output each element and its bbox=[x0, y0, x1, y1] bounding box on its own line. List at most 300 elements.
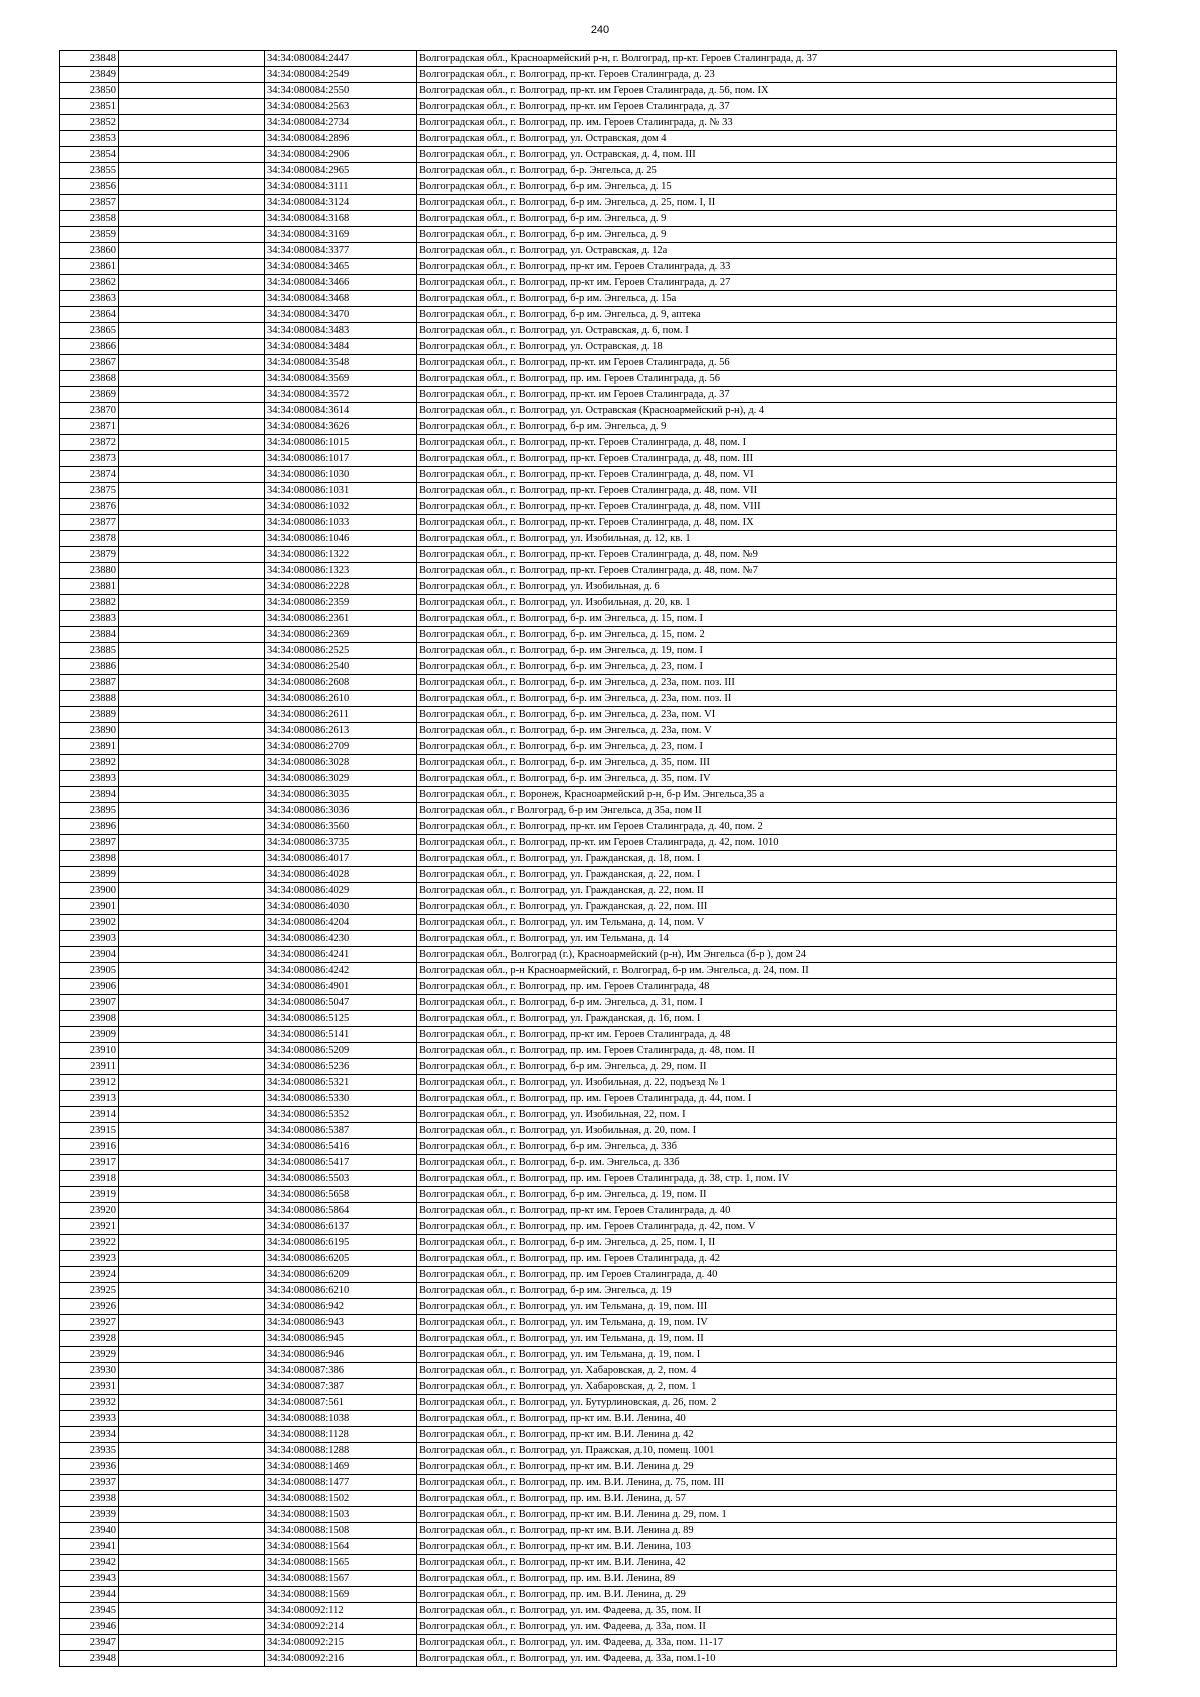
cadastral-number-cell: 34:34:080084:2906 bbox=[265, 147, 417, 163]
address-cell: Волгоградская обл., г. Волгоград, б-р им. Энгельса, д. 19, пом. II bbox=[417, 1187, 1117, 1203]
table-row bbox=[60, 1475, 1117, 1491]
row-number-cell: 23857 bbox=[60, 195, 119, 211]
empty-cell bbox=[119, 1219, 265, 1235]
table-row bbox=[60, 339, 1117, 355]
address-cell: Волгоградская обл., г. Волгоград, пр. им. Героев Сталинграда, 48 bbox=[417, 979, 1117, 995]
row-number-cell: 23876 bbox=[60, 499, 119, 515]
cadastral-number-cell: 34:34:080084:2965 bbox=[265, 163, 417, 179]
address-cell: Волгоградская обл., г. Волгоград, пр. им. Героев Сталинграда, д. 38, стр. 1, пом. IV bbox=[417, 1171, 1117, 1187]
cadastral-number-cell: 34:34:080086:2228 bbox=[265, 579, 417, 595]
row-number-cell: 23901 bbox=[60, 899, 119, 915]
table-row bbox=[60, 1363, 1117, 1379]
row-number-cell: 23878 bbox=[60, 531, 119, 547]
empty-cell bbox=[119, 851, 265, 867]
cadastral-number-cell: 34:34:080084:2896 bbox=[265, 131, 417, 147]
address-cell: Волгоградская обл., г. Волгоград, пр. им. В.И. Ленина, д. 29 bbox=[417, 1587, 1117, 1603]
empty-cell bbox=[119, 1491, 265, 1507]
cadastral-number-cell: 34:34:080084:2447 bbox=[265, 51, 417, 67]
table-row bbox=[60, 259, 1117, 275]
table-row bbox=[60, 1075, 1117, 1091]
empty-cell bbox=[119, 259, 265, 275]
cadastral-number-cell: 34:34:080086:2709 bbox=[265, 739, 417, 755]
address-cell: Волгоградская обл., г. Волгоград, пр-кт. Героев Сталинграда, д. 48, пом. III bbox=[417, 451, 1117, 467]
address-cell: Волгоградская обл., г. Волгоград, ул. им Тельмана, д. 19, пом. II bbox=[417, 1331, 1117, 1347]
row-number-cell: 23906 bbox=[60, 979, 119, 995]
address-cell: Волгоградская обл., р-н Красноармейский, г. Волгоград, б-р им. Энгельса, д. 24, пом. II bbox=[417, 963, 1117, 979]
table-row bbox=[60, 787, 1117, 803]
address-cell: Волгоградская обл., г. Волгоград, пр-кт. им Героев Сталинграда, д. 40, пом. 2 bbox=[417, 819, 1117, 835]
row-number-cell: 23873 bbox=[60, 451, 119, 467]
empty-cell bbox=[119, 1555, 265, 1571]
address-cell: Волгоградская обл., г. Волгоград, ул. им Тельмана, д. 14, пом. V bbox=[417, 915, 1117, 931]
cadastral-number-cell: 34:34:080086:1030 bbox=[265, 467, 417, 483]
cadastral-number-cell: 34:34:080086:5236 bbox=[265, 1059, 417, 1075]
row-number-cell: 23888 bbox=[60, 691, 119, 707]
cadastral-number-cell: 34:34:080086:5141 bbox=[265, 1027, 417, 1043]
cadastral-number-cell: 34:34:080086:5330 bbox=[265, 1091, 417, 1107]
address-cell: Волгоградская обл., г. Волгоград, ул. им Тельмана, д. 19, пом. III bbox=[417, 1299, 1117, 1315]
empty-cell bbox=[119, 1379, 265, 1395]
table-row bbox=[60, 563, 1117, 579]
cadastral-number-cell: 34:34:080084:3465 bbox=[265, 259, 417, 275]
table-row bbox=[60, 1331, 1117, 1347]
cadastral-number-cell: 34:34:080086:2525 bbox=[265, 643, 417, 659]
table-row bbox=[60, 275, 1117, 291]
address-cell: Волгоградская обл., г. Волгоград, ул. Гражданская, д. 16, пом. I bbox=[417, 1011, 1117, 1027]
empty-cell bbox=[119, 67, 265, 83]
empty-cell bbox=[119, 99, 265, 115]
table-row bbox=[60, 1427, 1117, 1443]
empty-cell bbox=[119, 483, 265, 499]
address-cell: Волгоградская обл., г. Волгоград, пр-кт. им Героев Сталинграда, д. 56, пом. IX bbox=[417, 83, 1117, 99]
cadastral-number-cell: 34:34:080088:1503 bbox=[265, 1507, 417, 1523]
row-number-cell: 23899 bbox=[60, 867, 119, 883]
empty-cell bbox=[119, 947, 265, 963]
empty-cell bbox=[119, 723, 265, 739]
empty-cell bbox=[119, 1043, 265, 1059]
table-row bbox=[60, 931, 1117, 947]
table-row bbox=[60, 1411, 1117, 1427]
empty-cell bbox=[119, 275, 265, 291]
row-number-cell: 23855 bbox=[60, 163, 119, 179]
row-number-cell: 23882 bbox=[60, 595, 119, 611]
address-cell: Волгоградская обл., г. Волгоград, пр-кт им. В.И. Ленина, 40 bbox=[417, 1411, 1117, 1427]
empty-cell bbox=[119, 131, 265, 147]
table-row bbox=[60, 867, 1117, 883]
row-number-cell: 23941 bbox=[60, 1539, 119, 1555]
cadastral-number-cell: 34:34:080086:943 bbox=[265, 1315, 417, 1331]
cadastral-number-cell: 34:34:080088:1565 bbox=[265, 1555, 417, 1571]
row-number-cell: 23854 bbox=[60, 147, 119, 163]
empty-cell bbox=[119, 403, 265, 419]
row-number-cell: 23894 bbox=[60, 787, 119, 803]
address-cell: Волгоградская обл., г. Волгоград, ул. Гражданская, д. 22, пом. I bbox=[417, 867, 1117, 883]
row-number-cell: 23849 bbox=[60, 67, 119, 83]
cadastral-number-cell: 34:34:080086:3029 bbox=[265, 771, 417, 787]
address-cell: Волгоградская обл., г. Волгоград, пр-кт им. В.И. Ленина д. 29, пом. 1 bbox=[417, 1507, 1117, 1523]
table-row bbox=[60, 883, 1117, 899]
row-number-cell: 23924 bbox=[60, 1267, 119, 1283]
empty-cell bbox=[119, 339, 265, 355]
table-row bbox=[60, 419, 1117, 435]
table-row bbox=[60, 1459, 1117, 1475]
empty-cell bbox=[119, 195, 265, 211]
empty-cell bbox=[119, 1475, 265, 1491]
row-number-cell: 23946 bbox=[60, 1619, 119, 1635]
empty-cell bbox=[119, 1651, 265, 1667]
empty-cell bbox=[119, 1059, 265, 1075]
table-row bbox=[60, 611, 1117, 627]
cadastral-number-cell: 34:34:080084:2734 bbox=[265, 115, 417, 131]
address-cell: Волгоградская обл., г. Волгоград, б-р им. Энгельса, д. 15 bbox=[417, 179, 1117, 195]
empty-cell bbox=[119, 451, 265, 467]
row-number-cell: 23884 bbox=[60, 627, 119, 643]
cadastral-number-cell: 34:34:080088:1569 bbox=[265, 1587, 417, 1603]
address-cell: Волгоградская обл., г. Волгоград, ул. Изобильная, д. 20, кв. 1 bbox=[417, 595, 1117, 611]
address-cell: Волгоградская обл., г. Волгоград, пр. им. Героев Сталинграда, д. 42 bbox=[417, 1251, 1117, 1267]
address-cell: Волгоградская обл., г. Волгоград, б-р им. Энгельса, д. 29, пом. II bbox=[417, 1059, 1117, 1075]
cadastral-number-cell: 34:34:080086:2361 bbox=[265, 611, 417, 627]
cadastral-number-cell: 34:34:080084:3483 bbox=[265, 323, 417, 339]
address-cell: Волгоградская обл., г. Волгоград, б-р. им Энгельса, д. 23а, пом. V bbox=[417, 723, 1117, 739]
empty-cell bbox=[119, 547, 265, 563]
row-number-cell: 23870 bbox=[60, 403, 119, 419]
address-cell: Волгоградская обл., г. Волгоград, пр-кт. им Героев Сталинграда, д. 42, пом. 1010 bbox=[417, 835, 1117, 851]
empty-cell bbox=[119, 467, 265, 483]
address-cell: Волгоградская обл., г. Волгоград, ул. Остравская, д. 4, пом. III bbox=[417, 147, 1117, 163]
cadastral-number-cell: 34:34:080092:214 bbox=[265, 1619, 417, 1635]
table-row bbox=[60, 1027, 1117, 1043]
cadastral-number-cell: 34:34:080086:1017 bbox=[265, 451, 417, 467]
table-row bbox=[60, 227, 1117, 243]
empty-cell bbox=[119, 1539, 265, 1555]
address-cell: Волгоградская обл., г. Волгоград, ул. им. Фадеева, д. 35, пом. II bbox=[417, 1603, 1117, 1619]
empty-cell bbox=[119, 755, 265, 771]
table-row bbox=[60, 851, 1117, 867]
cadastral-number-cell: 34:34:080084:3572 bbox=[265, 387, 417, 403]
table-row bbox=[60, 627, 1117, 643]
empty-cell bbox=[119, 595, 265, 611]
cadastral-number-cell: 34:34:080086:2369 bbox=[265, 627, 417, 643]
row-number-cell: 23903 bbox=[60, 931, 119, 947]
row-number-cell: 23937 bbox=[60, 1475, 119, 1491]
empty-cell bbox=[119, 1395, 265, 1411]
empty-cell bbox=[119, 1299, 265, 1315]
address-cell: Волгоградская обл., г. Волгоград, пр. им. Героев Сталинграда, д. 56 bbox=[417, 371, 1117, 387]
table-row bbox=[60, 723, 1117, 739]
row-number-cell: 23866 bbox=[60, 339, 119, 355]
table-row bbox=[60, 1507, 1117, 1523]
empty-cell bbox=[119, 51, 265, 67]
table-row bbox=[60, 531, 1117, 547]
cadastral-number-cell: 34:34:080086:4030 bbox=[265, 899, 417, 915]
registry-body bbox=[60, 51, 1117, 1667]
row-number-cell: 23886 bbox=[60, 659, 119, 675]
table-row bbox=[60, 1555, 1117, 1571]
cadastral-number-cell: 34:34:080084:3484 bbox=[265, 339, 417, 355]
empty-cell bbox=[119, 1187, 265, 1203]
row-number-cell: 23911 bbox=[60, 1059, 119, 1075]
cadastral-number-cell: 34:34:080086:5658 bbox=[265, 1187, 417, 1203]
cadastral-number-cell: 34:34:080086:4901 bbox=[265, 979, 417, 995]
table-row bbox=[60, 579, 1117, 595]
empty-cell bbox=[119, 659, 265, 675]
table-row bbox=[60, 1299, 1117, 1315]
empty-cell bbox=[119, 627, 265, 643]
empty-cell bbox=[119, 1635, 265, 1651]
cadastral-number-cell: 34:34:080086:4241 bbox=[265, 947, 417, 963]
address-cell: Волгоградская обл., г. Волгоград, пр-кт. Героев Сталинграда, д. 23 bbox=[417, 67, 1117, 83]
address-cell: Волгоградская обл., г. Волгоград, ул. им. Фадеева, д. 33а, пом. II bbox=[417, 1619, 1117, 1635]
address-cell: Волгоградская обл., г. Волгоград, ул. Остравская, д. 12а bbox=[417, 243, 1117, 259]
address-cell: Волгоградская обл., Красноармейский р-н, г. Волгоград, пр-кт. Героев Сталинграда, д. 37 bbox=[417, 51, 1117, 67]
row-number-cell: 23896 bbox=[60, 819, 119, 835]
row-number-cell: 23915 bbox=[60, 1123, 119, 1139]
cadastral-number-cell: 34:34:080086:6205 bbox=[265, 1251, 417, 1267]
row-number-cell: 23907 bbox=[60, 995, 119, 1011]
cadastral-number-cell: 34:34:080086:3735 bbox=[265, 835, 417, 851]
address-cell: Волгоградская обл., г. Волгоград, б-р им. Энгельса, д. 9 bbox=[417, 227, 1117, 243]
cadastral-number-cell: 34:34:080084:2550 bbox=[265, 83, 417, 99]
empty-cell bbox=[119, 771, 265, 787]
empty-cell bbox=[119, 1155, 265, 1171]
row-number-cell: 23890 bbox=[60, 723, 119, 739]
table-row bbox=[60, 1443, 1117, 1459]
table-row bbox=[60, 755, 1117, 771]
empty-cell bbox=[119, 83, 265, 99]
empty-cell bbox=[119, 739, 265, 755]
table-row bbox=[60, 739, 1117, 755]
empty-cell bbox=[119, 163, 265, 179]
table-row bbox=[60, 1619, 1117, 1635]
row-number-cell: 23910 bbox=[60, 1043, 119, 1059]
address-cell: Волгоградская обл., г. Волгоград, пр-кт им. Героев Сталинграда, д. 40 bbox=[417, 1203, 1117, 1219]
address-cell: Волгоградская обл., г. Волгоград, б-р им. Энгельса, д. 31, пом. I bbox=[417, 995, 1117, 1011]
table-row bbox=[60, 291, 1117, 307]
row-number-cell: 23914 bbox=[60, 1107, 119, 1123]
empty-cell bbox=[119, 1107, 265, 1123]
address-cell: Волгоградская обл., г. Волгоград, пр-кт. Героев Сталинграда, д. 48, пом. VII bbox=[417, 483, 1117, 499]
cadastral-number-cell: 34:34:080088:1288 bbox=[265, 1443, 417, 1459]
row-number-cell: 23860 bbox=[60, 243, 119, 259]
address-cell: Волгоградская обл., г. Волгоград, пр-кт. им Героев Сталинграда, д. 37 bbox=[417, 387, 1117, 403]
row-number-cell: 23913 bbox=[60, 1091, 119, 1107]
address-cell: Волгоградская обл., г Волгоград, б-р им Энгельса, д 35а, пом II bbox=[417, 803, 1117, 819]
table-row bbox=[60, 1187, 1117, 1203]
empty-cell bbox=[119, 323, 265, 339]
table-row bbox=[60, 163, 1117, 179]
table-row bbox=[60, 451, 1117, 467]
table-row bbox=[60, 1123, 1117, 1139]
address-cell: Волгоградская обл., г. Волгоград, ул. Гражданская, д. 22, пом. III bbox=[417, 899, 1117, 915]
empty-cell bbox=[119, 915, 265, 931]
table-row bbox=[60, 435, 1117, 451]
row-number-cell: 23916 bbox=[60, 1139, 119, 1155]
address-cell: Волгоградская обл., г. Волгоград, пр-кт им. В.И. Ленина д. 42 bbox=[417, 1427, 1117, 1443]
address-cell: Волгоградская обл., г. Волгоград, ул. Остравская, дом 4 bbox=[417, 131, 1117, 147]
cadastral-number-cell: 34:34:080084:2549 bbox=[265, 67, 417, 83]
empty-cell bbox=[119, 1123, 265, 1139]
cadastral-number-cell: 34:34:080088:1038 bbox=[265, 1411, 417, 1427]
table-row bbox=[60, 211, 1117, 227]
table-row bbox=[60, 467, 1117, 483]
address-cell: Волгоградская обл., г. Волгоград, б-р им. Энгельса, д. 25, пом. I, II bbox=[417, 195, 1117, 211]
address-cell: Волгоградская обл., г. Волгоград, ул. Гражданская, д. 22, пом. II bbox=[417, 883, 1117, 899]
row-number-cell: 23892 bbox=[60, 755, 119, 771]
table-row bbox=[60, 1219, 1117, 1235]
address-cell: Волгоградская обл., г. Волгоград, б-р. Энгельса, д. 25 bbox=[417, 163, 1117, 179]
cadastral-number-cell: 34:34:080084:3111 bbox=[265, 179, 417, 195]
row-number-cell: 23880 bbox=[60, 563, 119, 579]
table-row bbox=[60, 1651, 1117, 1667]
table-row bbox=[60, 1091, 1117, 1107]
address-cell: Волгоградская обл., г. Волгоград, пр-кт им. В.И. Ленина д. 29 bbox=[417, 1459, 1117, 1475]
cadastral-number-cell: 34:34:080084:3626 bbox=[265, 419, 417, 435]
row-number-cell: 23877 bbox=[60, 515, 119, 531]
empty-cell bbox=[119, 1235, 265, 1251]
cadastral-number-cell: 34:34:080086:2359 bbox=[265, 595, 417, 611]
cadastral-number-cell: 34:34:080086:1323 bbox=[265, 563, 417, 579]
row-number-cell: 23948 bbox=[60, 1651, 119, 1667]
table-row bbox=[60, 1171, 1117, 1187]
table-row bbox=[60, 915, 1117, 931]
cadastral-number-cell: 34:34:080086:942 bbox=[265, 1299, 417, 1315]
table-row bbox=[60, 643, 1117, 659]
table-row bbox=[60, 83, 1117, 99]
cadastral-number-cell: 34:34:080087:386 bbox=[265, 1363, 417, 1379]
address-cell: Волгоградская обл., г. Волгоград, б-р. им. Энгельса, д. 33б bbox=[417, 1155, 1117, 1171]
empty-cell bbox=[119, 899, 265, 915]
row-number-cell: 23863 bbox=[60, 291, 119, 307]
empty-cell bbox=[119, 963, 265, 979]
row-number-cell: 23939 bbox=[60, 1507, 119, 1523]
address-cell: Волгоградская обл., г. Волгоград, ул. им Тельмана, д. 14 bbox=[417, 931, 1117, 947]
address-cell: Волгоградская обл., г. Волгоград, б-р. им Энгельса, д. 23а, пом. поз. II bbox=[417, 691, 1117, 707]
property-registry-table bbox=[59, 50, 1117, 1667]
address-cell: Волгоградская обл., г. Волгоград, пр. им. В.И. Ленина, д. 75, пом. III bbox=[417, 1475, 1117, 1491]
table-row bbox=[60, 1571, 1117, 1587]
address-cell: Волгоградская обл., г. Волгоград, ул. Изобильная, д. 20, пом. I bbox=[417, 1123, 1117, 1139]
table-row bbox=[60, 835, 1117, 851]
empty-cell bbox=[119, 531, 265, 547]
row-number-cell: 23861 bbox=[60, 259, 119, 275]
cadastral-number-cell: 34:34:080086:2540 bbox=[265, 659, 417, 675]
table-row bbox=[60, 707, 1117, 723]
row-number-cell: 23933 bbox=[60, 1411, 119, 1427]
address-cell: Волгоградская обл., г. Волгоград, пр-кт им. В.И. Ленина, 103 bbox=[417, 1539, 1117, 1555]
cadastral-number-cell: 34:34:080086:4017 bbox=[265, 851, 417, 867]
address-cell: Волгоградская обл., г. Волгоград, б-р. им Энгельса, д. 23а, пом. VI bbox=[417, 707, 1117, 723]
row-number-cell: 23889 bbox=[60, 707, 119, 723]
address-cell: Волгоградская обл., г. Волгоград, ул. Хабаровская, д. 2, пом. 1 bbox=[417, 1379, 1117, 1395]
empty-cell bbox=[119, 1267, 265, 1283]
cadastral-number-cell: 34:34:080086:5417 bbox=[265, 1155, 417, 1171]
cadastral-number-cell: 34:34:080084:3168 bbox=[265, 211, 417, 227]
empty-cell bbox=[119, 675, 265, 691]
empty-cell bbox=[119, 243, 265, 259]
row-number-cell: 23912 bbox=[60, 1075, 119, 1091]
row-number-cell: 23875 bbox=[60, 483, 119, 499]
table-row bbox=[60, 307, 1117, 323]
cadastral-number-cell: 34:34:080084:3548 bbox=[265, 355, 417, 371]
row-number-cell: 23885 bbox=[60, 643, 119, 659]
address-cell: Волгоградская обл., г. Волгоград, пр-кт. им Героев Сталинграда, д. 37 bbox=[417, 99, 1117, 115]
row-number-cell: 23917 bbox=[60, 1155, 119, 1171]
cadastral-number-cell: 34:34:080092:215 bbox=[265, 1635, 417, 1651]
row-number-cell: 23869 bbox=[60, 387, 119, 403]
empty-cell bbox=[119, 435, 265, 451]
table-row bbox=[60, 947, 1117, 963]
table-row bbox=[60, 899, 1117, 915]
address-cell: Волгоградская обл., г. Волгоград, б-р. им Энгельса, д. 15, пом. I bbox=[417, 611, 1117, 627]
cadastral-number-cell: 34:34:080086:5047 bbox=[265, 995, 417, 1011]
address-cell: Волгоградская обл., г. Волгоград, ул. Пражская, д.10, помещ. 1001 bbox=[417, 1443, 1117, 1459]
address-cell: Волгоградская обл., г. Воронеж, Красноармейский р-н, б-р Им. Энгельса,35 а bbox=[417, 787, 1117, 803]
cadastral-number-cell: 34:34:080086:5209 bbox=[265, 1043, 417, 1059]
table-row bbox=[60, 115, 1117, 131]
table-row bbox=[60, 1283, 1117, 1299]
table-row bbox=[60, 1107, 1117, 1123]
address-cell: Волгоградская обл., г. Волгоград, ул. Остравская, д. 18 bbox=[417, 339, 1117, 355]
empty-cell bbox=[119, 115, 265, 131]
address-cell: Волгоградская обл., г. Волгоград, б-р им. Энгельса, д. 15а bbox=[417, 291, 1117, 307]
empty-cell bbox=[119, 1315, 265, 1331]
table-row bbox=[60, 355, 1117, 371]
address-cell: Волгоградская обл., г. Волгоград, б-р. им Энгельса, д. 23а, пом. поз. III bbox=[417, 675, 1117, 691]
empty-cell bbox=[119, 867, 265, 883]
empty-cell bbox=[119, 1075, 265, 1091]
row-number-cell: 23902 bbox=[60, 915, 119, 931]
empty-cell bbox=[119, 179, 265, 195]
row-number-cell: 23945 bbox=[60, 1603, 119, 1619]
empty-cell bbox=[119, 211, 265, 227]
table-row bbox=[60, 547, 1117, 563]
address-cell: Волгоградская обл., г. Волгоград, б-р им. Энгельса, д. 25, пом. I, II bbox=[417, 1235, 1117, 1251]
table-row bbox=[60, 1635, 1117, 1651]
empty-cell bbox=[119, 1523, 265, 1539]
empty-cell bbox=[119, 1571, 265, 1587]
cadastral-number-cell: 34:34:080086:3035 bbox=[265, 787, 417, 803]
row-number-cell: 23940 bbox=[60, 1523, 119, 1539]
cadastral-number-cell: 34:34:080084:3614 bbox=[265, 403, 417, 419]
address-cell: Волгоградская обл., г. Волгоград, пр-кт. Героев Сталинграда, д. 48, пом. I bbox=[417, 435, 1117, 451]
row-number-cell: 23871 bbox=[60, 419, 119, 435]
row-number-cell: 23868 bbox=[60, 371, 119, 387]
empty-cell bbox=[119, 563, 265, 579]
empty-cell bbox=[119, 611, 265, 627]
address-cell: Волгоградская обл., г. Волгоград, б-р им. Энгельса, д. 9, аптека bbox=[417, 307, 1117, 323]
address-cell: Волгоградская обл., г. Волгоград, б-р. им Энгельса, д. 15, пом. 2 bbox=[417, 627, 1117, 643]
row-number-cell: 23922 bbox=[60, 1235, 119, 1251]
address-cell: Волгоградская обл., г. Волгоград, б-р им. Энгельса, д. 33б bbox=[417, 1139, 1117, 1155]
row-number-cell: 23926 bbox=[60, 1299, 119, 1315]
address-cell: Волгоградская обл., г. Волгоград, ул. им Тельмана, д. 19, пом. I bbox=[417, 1347, 1117, 1363]
address-cell: Волгоградская обл., г. Волгоград, пр. им. В.И. Ленина, д. 57 bbox=[417, 1491, 1117, 1507]
empty-cell bbox=[119, 1171, 265, 1187]
empty-cell bbox=[119, 1603, 265, 1619]
address-cell: Волгоградская обл., г. Волгоград, пр-кт. Героев Сталинграда, д. 48, пом. IX bbox=[417, 515, 1117, 531]
address-cell: Волгоградская обл., г. Волгоград, ул. им Тельмана, д. 19, пом. IV bbox=[417, 1315, 1117, 1331]
row-number-cell: 23938 bbox=[60, 1491, 119, 1507]
address-cell: Волгоградская обл., г. Волгоград, ул. Изобильная, д. 6 bbox=[417, 579, 1117, 595]
empty-cell bbox=[119, 419, 265, 435]
empty-cell bbox=[119, 307, 265, 323]
row-number-cell: 23942 bbox=[60, 1555, 119, 1571]
row-number-cell: 23921 bbox=[60, 1219, 119, 1235]
table-row bbox=[60, 595, 1117, 611]
cadastral-number-cell: 34:34:080086:4028 bbox=[265, 867, 417, 883]
address-cell: Волгоградская обл., г. Волгоград, б-р им. Энгельса, д. 19 bbox=[417, 1283, 1117, 1299]
